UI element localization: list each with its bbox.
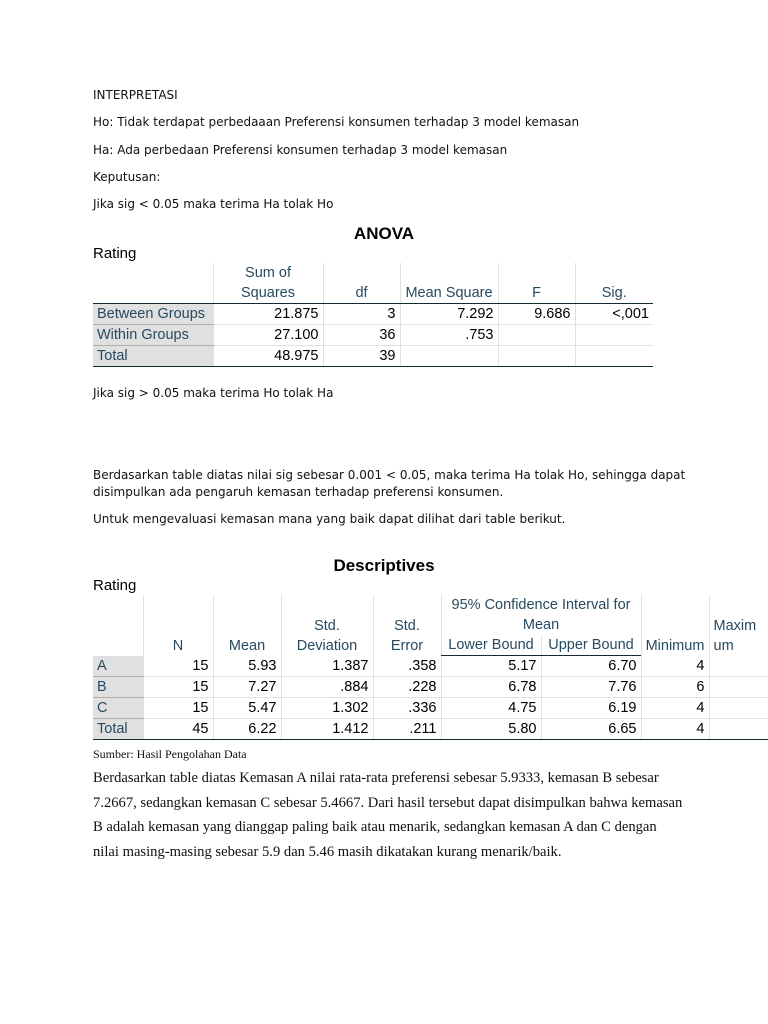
anova-cell-sig xyxy=(575,346,653,367)
desc-header-std-dev: Std. Deviation xyxy=(281,595,373,656)
anova-cell-sig xyxy=(575,325,653,346)
desc-row-b xyxy=(93,677,768,698)
desc-cell-n: 15 xyxy=(143,677,213,698)
desc-cell-min: 6 xyxy=(641,677,709,698)
anova-cell-df: 39 xyxy=(323,346,400,367)
desc-cell-mean: 5.93 xyxy=(213,656,281,677)
desc-row-label: Total xyxy=(93,719,143,740)
desc-cell-mean: 6.22 xyxy=(213,719,281,740)
anova-row-within xyxy=(93,325,653,346)
anova-cell-df: 3 xyxy=(323,304,400,325)
desc-cell-max xyxy=(709,677,768,698)
desc-cell-ub: 7.76 xyxy=(541,677,641,698)
desc-header-std-err: Std. Error xyxy=(373,595,441,656)
closing-paragraph: Berdasarkan table diatas Kemasan A nilai rata-rata preferensi sebesar 5.9333, kemasan B sebesar 7.2667, sedangkan kemasan C sebesar 5.4667. Dari hasil tersebut dapat disimpulkan bahwa kemasan B adalah kemasan yang dianggap paling baik atau menarik, sedangkan kemasan A dan C dengan nilai masing-masing sebesar 5.9 dan 5.46 masih dikatakan kurang menarik/baik. xyxy=(93,770,683,860)
desc-cell-max xyxy=(709,656,768,677)
desc-cell-lb: 5.17 xyxy=(441,656,541,677)
desc-row-label: A xyxy=(93,656,143,677)
desc-cell-se: .228 xyxy=(373,677,441,698)
descriptives-title: Descriptives xyxy=(333,556,435,575)
desc-cell-n: 15 xyxy=(143,698,213,719)
conclusion-line-2: disimpulkan ada pengaruh kemasan terhadap preferensi konsumen. xyxy=(93,485,504,499)
desc-header-upper: Upper Bound xyxy=(541,635,641,656)
decision-label: Keputusan: xyxy=(93,170,161,184)
heading-interpretasi: INTERPRETASI xyxy=(93,88,178,102)
desc-cell-n: 15 xyxy=(143,656,213,677)
desc-cell-sd: .884 xyxy=(281,677,373,698)
desc-cell-sd: 1.302 xyxy=(281,698,373,719)
desc-cell-min: 4 xyxy=(641,698,709,719)
desc-header-max: Maximum xyxy=(709,595,768,656)
anova-cell-ss: 48.975 xyxy=(213,346,323,367)
anova-header-df: df xyxy=(323,263,400,303)
desc-cell-se: .358 xyxy=(373,656,441,677)
source-note: Sumber: Hasil Pengolahan Data xyxy=(93,747,247,761)
anova-cell-f: 9.686 xyxy=(498,304,575,325)
anova-table xyxy=(93,263,653,367)
anova-header-sig: Sig. xyxy=(575,263,653,303)
desc-row-c xyxy=(93,698,768,719)
anova-subtitle: Rating xyxy=(93,245,137,262)
descriptives-subtitle: Rating xyxy=(93,577,137,594)
anova-cell-ms xyxy=(400,346,498,367)
desc-cell-lb: 4.75 xyxy=(441,698,541,719)
anova-cell-ms: 7.292 xyxy=(400,304,498,325)
decision-rule-2: Jika sig > 0.05 maka terima Ho tolak Ha xyxy=(93,386,334,400)
anova-cell-df: 36 xyxy=(323,325,400,346)
desc-cell-min: 4 xyxy=(641,656,709,677)
anova-cell-ss: 21.875 xyxy=(213,304,323,325)
anova-header-ss: Sum of Squares xyxy=(213,263,323,303)
evaluate-line: Untuk mengevaluasi kemasan mana yang baik dapat dilihat dari table berikut. xyxy=(93,512,566,526)
desc-cell-lb: 6.78 xyxy=(441,677,541,698)
desc-cell-max xyxy=(709,698,768,719)
anova-cell-ss: 27.100 xyxy=(213,325,323,346)
desc-row-label: B xyxy=(93,677,143,698)
desc-cell-n: 45 xyxy=(143,719,213,740)
desc-header-ci: 95% Confidence Interval for Mean xyxy=(441,595,641,635)
anova-header-ms: Mean Square xyxy=(400,263,498,303)
anova-cell-f xyxy=(498,325,575,346)
desc-cell-ub: 6.70 xyxy=(541,656,641,677)
anova-row-label: Between Groups xyxy=(93,304,213,325)
conclusion-line-1: Berdasarkan table diatas nilai sig sebesar 0.001 < 0.05, maka terima Ha tolak Ho, sehingga dapat xyxy=(93,468,686,482)
anova-row-between xyxy=(93,304,653,325)
desc-cell-se: .211 xyxy=(373,719,441,740)
hypothesis-ha: Ha: Ada perbedaan Preferensi konsumen terhadap 3 model kemasan xyxy=(93,143,508,157)
anova-row-total xyxy=(93,346,653,367)
desc-header-n: N xyxy=(143,595,213,656)
desc-row-total xyxy=(93,719,768,740)
desc-cell-ub: 6.19 xyxy=(541,698,641,719)
anova-row-label: Total xyxy=(93,346,213,367)
desc-header-min: Minimum xyxy=(641,595,709,656)
desc-header-lower: Lower Bound xyxy=(441,635,541,656)
desc-cell-sd: 1.412 xyxy=(281,719,373,740)
anova-header-f: F xyxy=(498,263,575,303)
desc-corner xyxy=(93,595,143,656)
desc-row-a xyxy=(93,656,768,677)
desc-cell-mean: 7.27 xyxy=(213,677,281,698)
desc-cell-sd: 1.387 xyxy=(281,656,373,677)
desc-cell-min: 4 xyxy=(641,719,709,740)
hypothesis-ho: Ho: Tidak terdapat perbedaaan Preferensi konsumen terhadap 3 model kemasan xyxy=(93,115,580,129)
desc-cell-lb: 5.80 xyxy=(441,719,541,740)
anova-corner xyxy=(93,263,213,303)
decision-rule-1: Jika sig < 0.05 maka terima Ha tolak Ho xyxy=(93,197,334,211)
anova-row-label: Within Groups xyxy=(93,325,213,346)
anova-cell-ms: .753 xyxy=(400,325,498,346)
anova-title: ANOVA xyxy=(353,224,415,243)
desc-header-mean: Mean xyxy=(213,595,281,656)
desc-row-label: C xyxy=(93,698,143,719)
anova-cell-sig: <,001 xyxy=(575,304,653,325)
desc-cell-mean: 5.47 xyxy=(213,698,281,719)
desc-cell-se: .336 xyxy=(373,698,441,719)
desc-cell-ub: 6.65 xyxy=(541,719,641,740)
descriptives-table xyxy=(93,595,768,740)
desc-cell-max xyxy=(709,719,768,740)
anova-cell-f xyxy=(498,346,575,367)
